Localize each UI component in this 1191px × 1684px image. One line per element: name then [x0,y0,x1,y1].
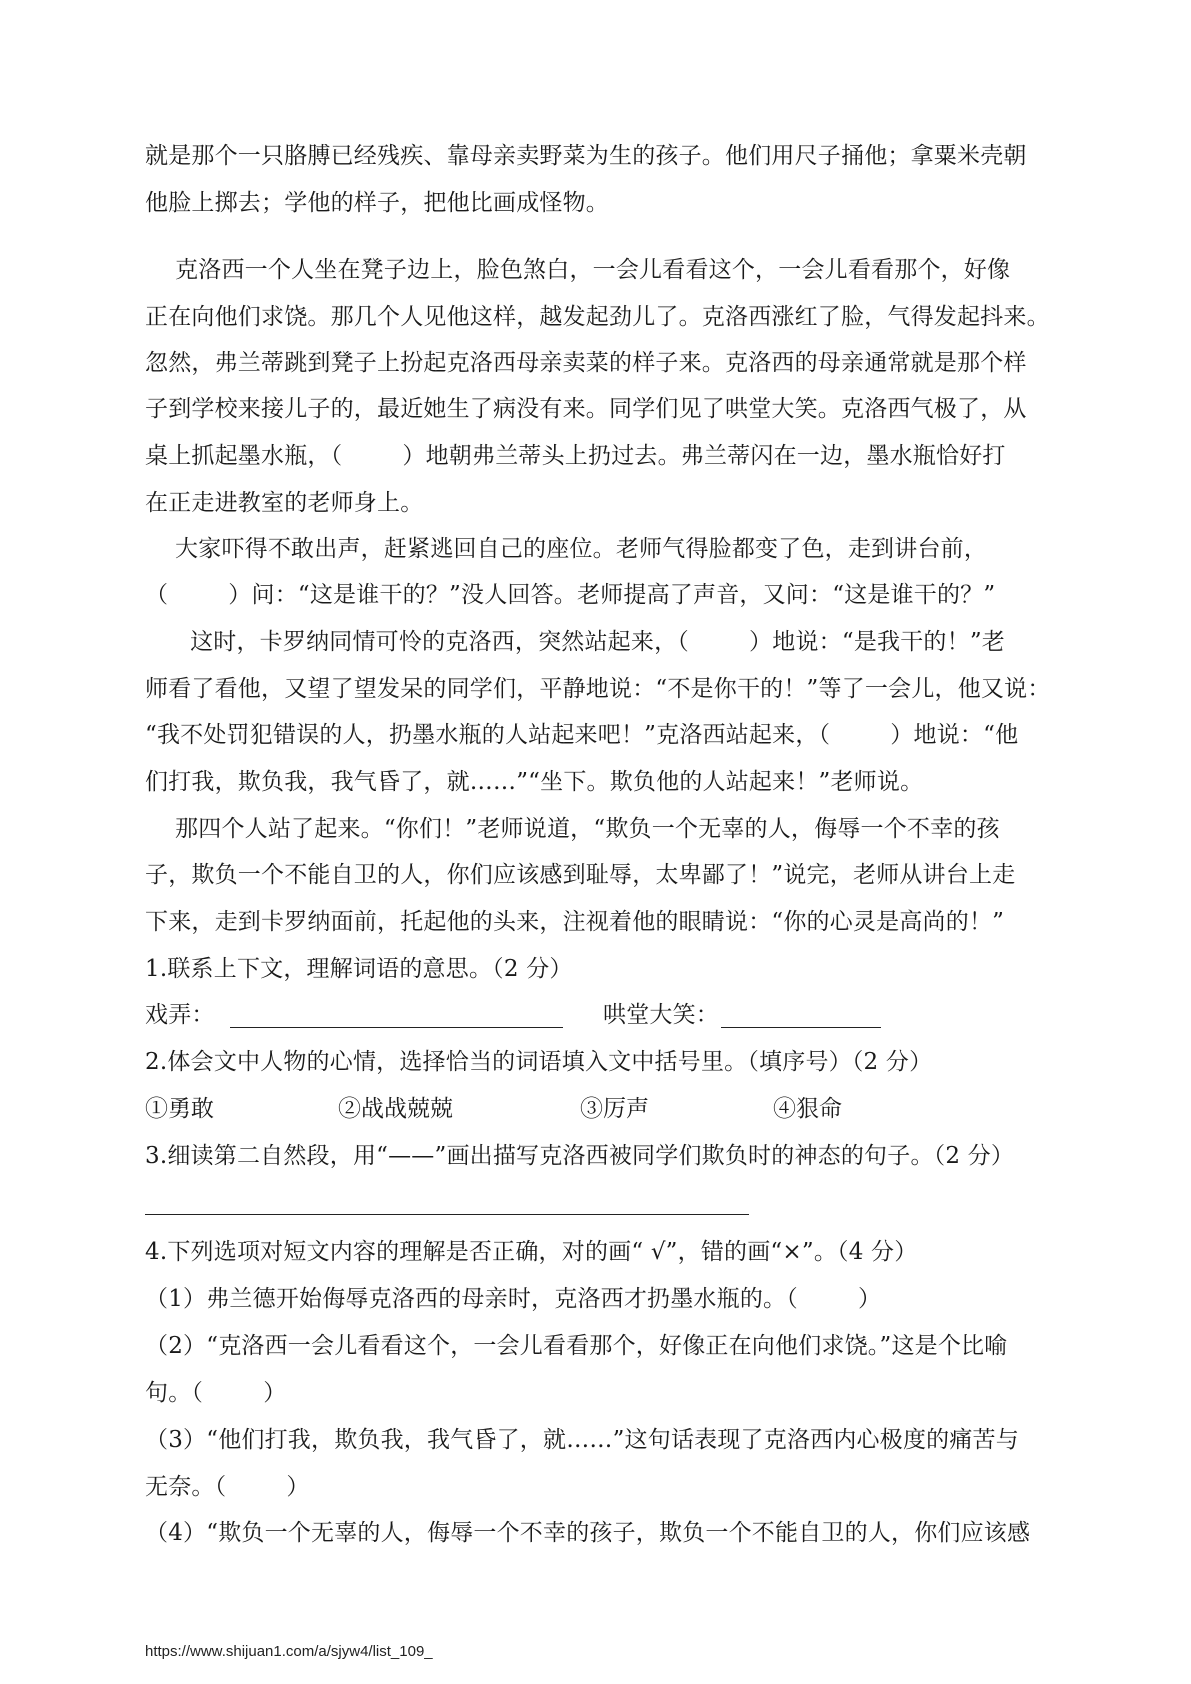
passage-line: 桌上抓起墨水瓶，（ ）地朝弗兰蒂头上扔过去。弗兰蒂闪在一边，墨水瓶恰好打 [145,443,1006,469]
passage-line: 师看了看他，又望了望发呆的同学们，平静地说：“不是你干的！”等了一会儿，他又说： [145,676,1051,702]
question-4-prompt: 4.下列选项对短文内容的理解是否正确，对的画“ √”，错的画“×”。（4 分） [145,1239,918,1265]
q4-item-line: 句。（ ） [145,1380,287,1406]
passage-line: 们打我，欺负我，我气昏了，就……”“坐下。欺负他的人站起来！”老师说。 [145,769,924,795]
q4-item-line: （2）“克洛西一会儿看看这个，一会儿看看那个，好像正在向他们求饶。”这是个比喻 [145,1333,1008,1359]
q2-option-2: ②战战兢兢 [338,1096,453,1122]
q1-answer-blank-2[interactable] [721,1027,881,1028]
passage-line: 大家吓得不敢出声，赶紧逃回自己的座位。老师气得脸都变了色，走到讲台前， [145,536,988,562]
passage-line: “我不处罚犯错误的人，扔墨水瓶的人站起来吧！”克洛西站起来，（ ）地说：“他 [145,722,1019,748]
question-3-prompt: 3.细读第二自然段，用“——”画出描写克洛西被同学们欺负时的神态的句子。（2 分） [145,1143,1015,1169]
question-2-prompt: 2.体会文中人物的心情，选择恰当的词语填入文中括号里。（填序号）（2 分） [145,1049,933,1075]
passage-line: 那四个人站了起来。“你们！”老师说道，“欺负一个无辜的人，侮辱一个不幸的孩 [145,816,1000,842]
passage-line: 他脸上掷去；学他的样子，把他比画成怪物。 [145,190,609,216]
q2-option-3: ③厉声 [580,1096,649,1122]
q4-item-line: （4）“欺负一个无辜的人，侮辱一个不幸的孩子，欺负一个不能自卫的人，你们应该感 [145,1520,1031,1546]
passage-line: 子，欺负一个不能自卫的人，你们应该感到耻辱，太卑鄙了！”说完，老师从讲台上走 [145,862,1016,888]
passage-line: 在正走进教室的老师身上。 [145,490,424,516]
passage-line: 忽然，弗兰蒂跳到凳子上扮起克洛西母亲卖菜的样子来。克洛西的母亲通常就是那个样 [145,350,1027,376]
q1-answer-blank-1[interactable] [230,1027,563,1028]
q1-term-2-label: 哄堂大笑： [603,1002,719,1028]
passage-line: 下来，走到卡罗纳面前，托起他的头来，注视着他的眼睛说：“你的心灵是高尚的！” [145,909,1005,935]
passage-line: 就是那个一只胳膊已经残疾、靠母亲卖野菜为生的孩子。他们用尺子捅他；拿粟米壳朝 [145,143,1027,169]
passage-line: 这时，卡罗纳同情可怜的克洛西，突然站起来，（ ）地说：“是我干的！”老 [145,629,1005,655]
passage-line: 克洛西一个人坐在凳子边上，脸色煞白，一会儿看看这个，一会儿看看那个，好像 [145,257,1011,283]
q2-option-4: ④狠命 [773,1096,842,1122]
q4-item-line: 无奈。（ ） [145,1474,310,1500]
q3-answer-line[interactable] [145,1214,749,1215]
passage-line: 正在向他们求饶。那几个人见他这样，越发起劲儿了。克洛西涨红了脸，气得发起抖来。 [145,304,1050,330]
q2-option-1: ①勇敢 [145,1096,214,1122]
passage-line: 子到学校来接儿子的，最近她生了病没有来。同学们见了哄堂大笑。克洛西气极了，从 [145,396,1027,422]
q1-term-1-label: 戏弄： [145,1002,215,1028]
q4-item-line: （1）弗兰德开始侮辱克洛西的母亲时，克洛西才扔墨水瓶的。（ ） [145,1286,882,1312]
passage-line: （ ）问：“这是谁干的？”没人回答。老师提高了声音，又问：“这是谁干的？” [145,582,996,608]
question-1-prompt: 1.联系上下文，理解词语的意思。（2 分） [145,956,573,982]
q4-item-line: （3）“他们打我，欺负我，我气昏了，就……”这句话表现了克洛西内心极度的痛苦与 [145,1427,1019,1453]
footer-url: https://www.shijuan1.com/a/sjyw4/list_109_ [145,1643,433,1660]
